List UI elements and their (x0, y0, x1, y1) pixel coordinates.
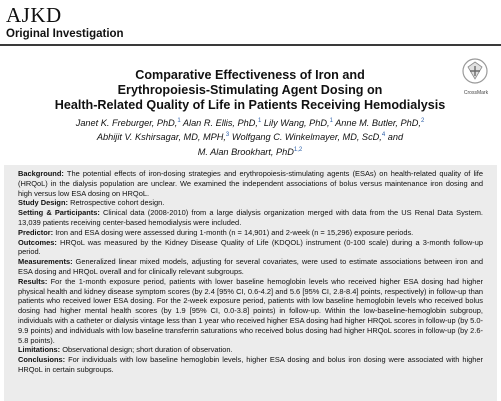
affiliation-marker[interactable]: 1 (329, 118, 333, 124)
affiliation-marker[interactable]: 4 (381, 132, 386, 139)
abstract-predictor (18, 228, 483, 238)
author[interactable]: Abhijit V. Kshirsagar, MD, MPH, (96, 132, 226, 143)
abstract-setting (18, 208, 483, 228)
title-line: Comparative Effectiveness of Iron and (135, 68, 365, 82)
affiliation-marker[interactable]: 1 (257, 118, 262, 124)
abstract-conclusions (18, 355, 483, 375)
abstract-body: For individuals with low baseline hemoglobin levels, higher ESA dosing and bolus iron dosing were associated with higher HRQoL in certain subgroups. (18, 355, 483, 374)
journal-name: AJKD (6, 3, 62, 27)
abstract-body: For the 1-month exposure period, patients with lower baseline hemoglobin levels who received higher ESA dosing had higher physical health and kidney disease symptom scores (by 2.4 [95% CI, 0.6-4.2] and 5.6 [95% CI, 2.8-8.4] points, respectively) in follow-up than patients who received lower ESA dosing. For the 2-week exposure period, patients with low baseline hemoglobin levels who received bolus dosing had higher mental health scores (by 1.9 [95% CI, 0.0-3.8] points) in follow-up. Within the low-baseline-hemoglobin subgroup, individuals with a catheter or dialysis vintage less than 1 year who received higher ESA dosing had higher HRQoL scores in follow-up (by 5.0-9.9 points) and individuals with low baseline transferrin saturations who received bolus dosing had higher HRQoL scores in follow-up (by 2.6-5.8 points). (18, 276, 483, 345)
article-title (40, 68, 460, 113)
abstract-measurements (18, 257, 483, 277)
abstract-heading: Conclusions: (18, 355, 66, 365)
abstract-heading: Outcomes: (18, 237, 57, 247)
abstract-heading: Background: (18, 169, 64, 178)
abstract-heading: Results: (18, 276, 48, 286)
section-label: Original Investigation (6, 28, 124, 40)
abstract-body: HRQoL was measured by the Kidney Disease Quality of Life (KDQOL) instrument (0-100 scale) during a 3-month follow-up period. (18, 237, 483, 257)
affiliation-marker[interactable]: 2 (420, 118, 425, 124)
abstract-heading: Limitations: (18, 345, 61, 355)
author-line (40, 129, 460, 143)
author[interactable]: Alan R. Ellis, PhD, (182, 118, 258, 129)
affiliation-marker[interactable]: 3 (225, 132, 230, 139)
abstract-outcomes (18, 238, 483, 258)
author[interactable]: Anne M. Butler, PhD, (335, 118, 421, 129)
header-rule (0, 44, 501, 46)
abstract-heading: Setting & Participants: (18, 208, 100, 218)
crossmark-label: CrossMark (463, 90, 489, 96)
author-line (40, 144, 460, 158)
abstract-heading: Measurements: (18, 257, 73, 267)
abstract-box (4, 165, 497, 401)
author[interactable]: M. Alan Brookhart, PhD (197, 146, 294, 157)
abstract-body: Observational design; short duration of observation. (60, 345, 233, 355)
title-line: Health-Related Quality of Life in Patients Receiving Hemodialysis (54, 98, 446, 112)
abstract-study-design (18, 198, 483, 208)
abstract-text (4, 165, 497, 375)
abstract-limitations (18, 345, 483, 355)
abstract-body: Iron and ESA dosing were assessed during 1-month (n = 14,901) and 2-week (n = 15,296) exposure periods. (53, 227, 414, 237)
author-list (40, 115, 460, 158)
affiliation-marker[interactable]: 1 (177, 118, 181, 124)
author[interactable]: Janet K. Freburger, PhD, (75, 118, 178, 129)
abstract-body: The potential effects of iron-dosing strategies and erythropoiesis-stimulating agents (ESAs) on health-related quality of life (HRQoL) in the dialysis population are unclear. We examined the independent associations of bolus versus maintenance iron dosing and high versus low ESA dosing on HRQoL. (18, 169, 483, 198)
abstract-body: Clinical data (2008-2010) from a large dialysis organization merged with data from the US Renal Data System. 13,039 patients receiving center-based hemodialysis were included. (18, 208, 483, 227)
author[interactable]: Lily Wang, PhD, (263, 118, 330, 129)
abstract-body: Generalized linear mixed models, adjusting for several covariates, were used to estimate associations between iron and ESA dosing and HRQoL overall and for clinically relevant subgroups. (18, 257, 483, 276)
abstract-background (18, 169, 483, 198)
crossmark-icon[interactable] (462, 58, 488, 88)
author[interactable]: Wolfgang C. Winkelmayer, MD, ScD, (231, 132, 382, 143)
author-line (40, 115, 460, 129)
title-line: Erythropoiesis-Stimulating Agent Dosing on (117, 83, 383, 97)
author-conjunction: and (385, 132, 404, 143)
abstract-heading: Study Design: (18, 198, 68, 208)
abstract-body: Retrospective cohort design. (68, 198, 165, 208)
abstract-heading: Predictor: (18, 227, 54, 237)
affiliation-marker[interactable]: 1,2 (293, 146, 303, 153)
abstract-results (18, 277, 483, 346)
